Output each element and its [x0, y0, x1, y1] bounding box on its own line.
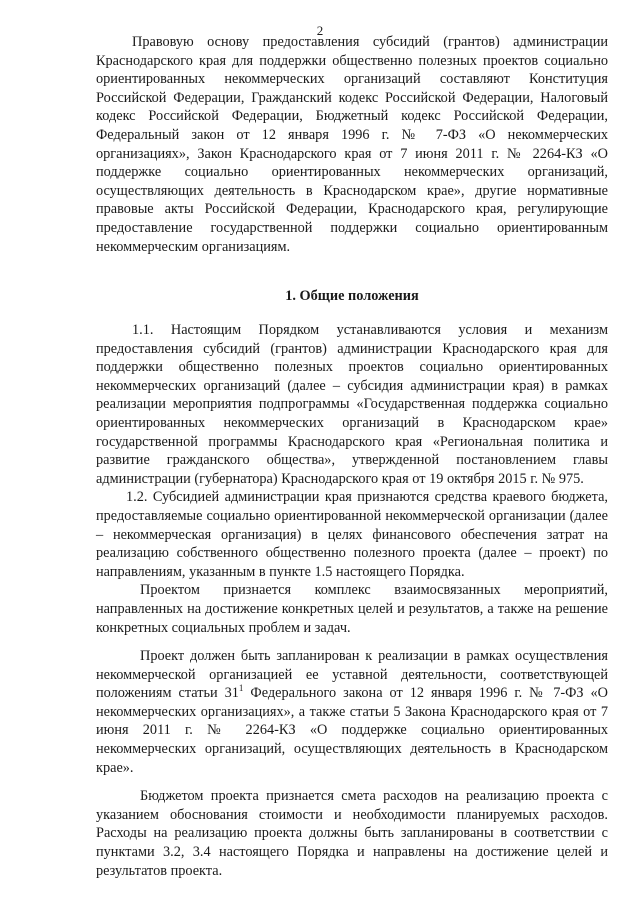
- paragraph-1-1: 1.1. Настоящим Порядком устанавливаются условия и механизм предоставления субсидий (грантов) администрации Краснодарского края для поддержки общественно полезных проектов социально ориентированных некоммерческих организаций (далее – субсидия администрации края) в рамках реализации мероприятия подпрограммы «Государственная поддержка социально ориентированных некоммерческих организаций в Краснодарском крае» государственной программы Краснодарского края «Региональная политика и развитие гражданского общества», утвержденной постановлением главы администрации (губернатора) Краснодарского края от 19 октября 2015 г. № 975.: [96, 322, 608, 487]
- body-block: [96, 321, 608, 880]
- planning-text-end: Федерального закона от 12 января 1996 г. № 7-ФЗ «О некоммерческих организациях», а также статьи 5 Закона Краснодарского края от 7 июня 2011 г. № 2264-КЗ «О поддержке социально ориентированных некоммерческих организаций, осуществляющих деятельность в Краснодарском крае».: [96, 685, 609, 776]
- paragraph-1-2: 1.2. Субсидией администрации края признаются средства краевого бюджета, предоставляемые социально ориентированной некоммерческой организации (далее – некоммерческая организация) в целях финансового обеспечения затрат на реализацию собственного общественно полезного проекта (далее – проект) по направлениям, указанным в пункте 1.5 настоящего Порядка.: [96, 489, 608, 580]
- page-number: 2: [316, 23, 324, 38]
- section-heading: 1. Общие положения: [285, 288, 419, 304]
- paragraph-project-budget: Бюджетом проекта признается смета расходов на реализацию проекта с указанием обоснования стоимости и необходимости планируемых расходов. Расходы на реализацию проекта должны быть запланированы в соответствии с пунктами 3.2, 3.4 настоящего Порядка и направлены на достижение целей и результатов проекта.: [96, 788, 608, 879]
- intro-block: [96, 33, 608, 256]
- paragraph-project-planning: [96, 647, 608, 777]
- paragraph-project-definition: Проектом признается комплекс взаимосвязанных мероприятий, направленных на достижение конкретных целей и результатов, а также на решение конкретных социальных проблем и задач.: [96, 582, 608, 636]
- planning-text-start: Проект должен быть запланирован к реализации в рамках осуществления некоммерческой организацией ее уставной деятельности, соответствующей положениям статьи 31: [96, 648, 608, 702]
- intro-paragraph: Правовую основу предоставления субсидий (грантов) администрации Краснодарского края для поддержки общественно полезных проектов социально ориентированных некоммерческих организаций составляют Конституция Российской Федерации, Гражданский кодекс Российской Федерации, Налоговый кодекс Российской Федерации, Бюджетный кодекс Российской Федерации, Федеральный закон от 12 января 1996 г. № 7-ФЗ «О некоммерческих организациях», Закон Краснодарского края от 7 июня 2011 г. № 2264-КЗ «О поддержке социально ориентированных некоммерческих организаций, осуществляющих деятельность в Краснодарском крае», другие нормативные правовые акты Российской Федерации, Краснодарского края, регулирующие предоставление государственной поддержки социально ориентированным некоммерческим организациям.: [96, 34, 608, 255]
- article-superscript: 1: [238, 683, 244, 694]
